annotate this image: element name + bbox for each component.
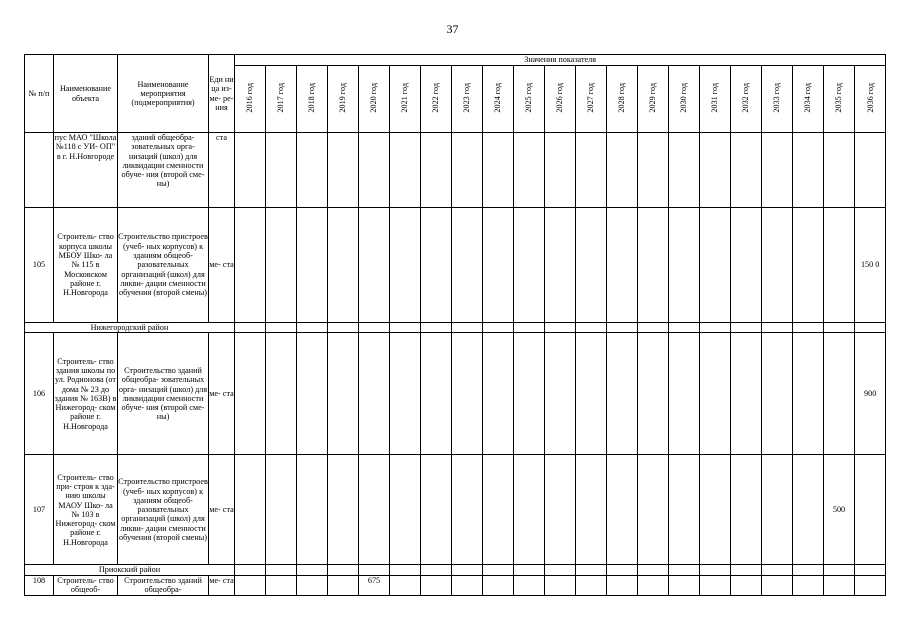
value-cell — [235, 455, 266, 565]
value-cell — [762, 565, 793, 575]
value-cell — [421, 133, 452, 208]
value-cell — [483, 565, 514, 575]
value-cell — [762, 133, 793, 208]
value-cell — [700, 333, 731, 455]
value-cell — [328, 323, 359, 333]
value-cell — [297, 208, 328, 323]
value-cell — [297, 455, 328, 565]
header-year — [359, 66, 390, 133]
value-cell — [514, 575, 545, 595]
district-label: Нижегородский район — [25, 323, 235, 333]
header-year-label: 2022 год — [431, 83, 441, 113]
header-year — [266, 66, 297, 133]
value-cell — [359, 565, 390, 575]
value-cell — [700, 323, 731, 333]
value-cell — [607, 333, 638, 455]
value-cell — [297, 333, 328, 455]
value-cell — [669, 565, 700, 575]
value-cell — [545, 208, 576, 323]
value-cell — [483, 133, 514, 208]
value-cell — [638, 333, 669, 455]
value-cell — [390, 133, 421, 208]
value-cell — [793, 333, 824, 455]
header-year — [297, 66, 328, 133]
value-cell — [328, 333, 359, 455]
row-event: Строительство зданий общеобра- — [118, 575, 209, 595]
district-row — [25, 565, 886, 575]
page-number: 37 — [446, 22, 459, 36]
value-cell — [793, 455, 824, 565]
value-cell — [545, 133, 576, 208]
value-cell — [576, 575, 607, 595]
value-cell — [483, 455, 514, 565]
header-year-label: 2027 год — [586, 83, 596, 113]
header-year — [855, 66, 886, 133]
value-cell — [545, 333, 576, 455]
row-event: Строительство зданий общеобра- зовательных орга- низаций (школ) для ликвидации сменности обуче- ния (второй сме- ны) — [118, 333, 209, 455]
value-cell — [514, 323, 545, 333]
value-cell — [824, 133, 855, 208]
value-cell — [607, 208, 638, 323]
value-cell — [483, 333, 514, 455]
header-year — [793, 66, 824, 133]
row-object: Строитель- ство здания школы по ул. Родионова (от дома № 23 до здания № 163В) в Нижегород- ском районе г. Н.Новгорода — [54, 333, 118, 455]
value-cell — [266, 455, 297, 565]
value-cell — [762, 208, 793, 323]
value-cell — [700, 133, 731, 208]
header-values-group: Значения показателя — [235, 55, 886, 66]
header-year — [545, 66, 576, 133]
value-cell — [452, 575, 483, 595]
header-year — [700, 66, 731, 133]
value-cell — [638, 575, 669, 595]
header-year-label: 2032 год — [741, 83, 751, 113]
value-cell — [855, 323, 886, 333]
value-cell — [855, 575, 886, 595]
header-year — [731, 66, 762, 133]
value-cell — [793, 575, 824, 595]
value-cell — [731, 565, 762, 575]
value-cell — [421, 323, 452, 333]
value-cell — [731, 333, 762, 455]
header-year-label: 2036 год — [865, 83, 875, 113]
value-cell — [297, 323, 328, 333]
value-cell — [824, 565, 855, 575]
value-cell — [855, 133, 886, 208]
value-cell: 150 0 — [855, 208, 886, 323]
value-cell — [762, 333, 793, 455]
row-num: 105 — [25, 208, 54, 323]
value-cell — [359, 333, 390, 455]
header-year — [607, 66, 638, 133]
value-cell — [669, 133, 700, 208]
row-object: Строитель- ство при- строя к зда- нию школы МАОУ Шко- ла № 103 в Нижегород- ском районе г. Н.Новгорода — [54, 455, 118, 565]
value-cell — [576, 208, 607, 323]
value-cell — [669, 333, 700, 455]
value-cell — [545, 565, 576, 575]
value-cell — [576, 565, 607, 575]
value-cell — [328, 208, 359, 323]
header-year — [483, 66, 514, 133]
value-cell — [328, 133, 359, 208]
value-cell — [793, 323, 824, 333]
value-cell — [359, 133, 390, 208]
value-cell — [514, 455, 545, 565]
value-cell — [731, 133, 762, 208]
header-year-label: 2026 год — [555, 83, 565, 113]
value-cell — [297, 565, 328, 575]
header-year — [390, 66, 421, 133]
value-cell — [452, 455, 483, 565]
header-year-label: 2030 год — [679, 83, 689, 113]
value-cell — [483, 323, 514, 333]
value-cell — [328, 455, 359, 565]
value-cell — [421, 333, 452, 455]
header-year-label: 2024 год — [493, 83, 503, 113]
value-cell — [576, 333, 607, 455]
value-cell — [266, 133, 297, 208]
value-cell — [638, 565, 669, 575]
value-cell — [452, 565, 483, 575]
value-cell — [669, 455, 700, 565]
value-cell — [545, 455, 576, 565]
row-unit: ме- ста — [209, 333, 235, 455]
header-year-label: 2020 год — [369, 83, 379, 113]
value-cell — [328, 565, 359, 575]
value-cell — [390, 333, 421, 455]
value-cell — [483, 208, 514, 323]
value-cell — [762, 455, 793, 565]
value-cell — [235, 208, 266, 323]
header-year — [762, 66, 793, 133]
value-cell — [731, 455, 762, 565]
value-cell — [514, 208, 545, 323]
value-cell — [266, 565, 297, 575]
header-year-label: 2018 год — [307, 83, 317, 113]
value-cell — [390, 575, 421, 595]
value-cell — [700, 565, 731, 575]
value-cell — [731, 575, 762, 595]
value-cell — [824, 575, 855, 595]
value-cell — [359, 208, 390, 323]
value-cell — [669, 323, 700, 333]
header-year — [514, 66, 545, 133]
value-cell — [390, 323, 421, 333]
value-cell — [638, 455, 669, 565]
value-cell: 675 — [359, 575, 390, 595]
value-cell — [266, 333, 297, 455]
value-cell — [731, 208, 762, 323]
value-cell — [514, 133, 545, 208]
header-year-label: 2025 год — [524, 83, 534, 113]
value-cell — [421, 565, 452, 575]
value-cell — [731, 323, 762, 333]
header-year-label: 2035 год — [834, 83, 844, 113]
value-cell — [855, 565, 886, 575]
value-cell — [297, 575, 328, 595]
value-cell — [607, 133, 638, 208]
value-cell — [638, 323, 669, 333]
row-unit: ме- ста — [209, 575, 235, 595]
header-year-label: 2029 год — [648, 83, 658, 113]
indicator-table — [24, 54, 886, 596]
row-event: Строительство пристроев (учеб- ных корпусов) к зданиям общеоб- разовательных организаций (школ) для ликви- дации сменности обучения (второй смены) — [118, 455, 209, 565]
value-cell — [235, 575, 266, 595]
row-num — [25, 133, 54, 208]
value-cell: 500 — [824, 455, 855, 565]
district-row — [25, 323, 886, 333]
value-cell — [297, 133, 328, 208]
row-unit: ста — [209, 133, 235, 208]
value-cell — [855, 455, 886, 565]
value-cell — [452, 208, 483, 323]
value-cell — [328, 575, 359, 595]
value-cell — [266, 575, 297, 595]
value-cell — [576, 133, 607, 208]
header-event: Наименование мероприятия (подмероприятия) — [118, 55, 209, 133]
row-unit: ме- ста — [209, 455, 235, 565]
row-object: пус МАО "Школа №118 с УИ- ОП" в г. Н.Новгороде — [54, 133, 118, 208]
value-cell — [669, 575, 700, 595]
value-cell — [421, 575, 452, 595]
value-cell — [359, 323, 390, 333]
value-cell — [638, 133, 669, 208]
value-cell — [483, 575, 514, 595]
header-year — [235, 66, 266, 133]
value-cell — [793, 565, 824, 575]
header-year — [669, 66, 700, 133]
table-row — [25, 455, 886, 565]
table-row — [25, 575, 886, 595]
value-cell — [421, 455, 452, 565]
table-row — [25, 133, 886, 208]
header-year-label: 2017 год — [276, 83, 286, 113]
value-cell — [359, 455, 390, 565]
value-cell — [607, 455, 638, 565]
value-cell — [824, 333, 855, 455]
value-cell — [700, 208, 731, 323]
value-cell — [390, 208, 421, 323]
value-cell — [421, 208, 452, 323]
value-cell — [762, 323, 793, 333]
value-cell — [452, 133, 483, 208]
value-cell — [452, 333, 483, 455]
header-year-label: 2023 год — [462, 83, 472, 113]
value-cell — [824, 208, 855, 323]
header-year — [421, 66, 452, 133]
header-year-label: 2034 год — [803, 83, 813, 113]
value-cell — [452, 323, 483, 333]
value-cell — [514, 565, 545, 575]
value-cell: 900 — [855, 333, 886, 455]
table-row — [25, 333, 886, 455]
header-year-label: 2019 год — [338, 83, 348, 113]
row-event: Строительство пристроев (учеб- ных корпусов) к зданиям общеоб- разовательных организаций (школ) для ликви- дации сменности обучения (второй смены) — [118, 208, 209, 323]
header-year — [824, 66, 855, 133]
row-num: 108 — [25, 575, 54, 595]
header-year-label: 2028 год — [617, 83, 627, 113]
value-cell — [514, 333, 545, 455]
header-num: № п/п — [25, 55, 54, 133]
header-year — [452, 66, 483, 133]
header-year — [576, 66, 607, 133]
row-unit: ме- ста — [209, 208, 235, 323]
value-cell — [700, 575, 731, 595]
table-row — [25, 208, 886, 323]
value-cell — [545, 575, 576, 595]
value-cell — [607, 575, 638, 595]
value-cell — [607, 565, 638, 575]
header-year-label: 2016 год — [245, 83, 255, 113]
row-object: Строитель- ство общеоб- — [54, 575, 118, 595]
value-cell — [762, 575, 793, 595]
value-cell — [576, 323, 607, 333]
value-cell — [700, 455, 731, 565]
row-object: Строитель- ство корпуса школы МБОУ Шко- ла № 115 в Московском районе г. Н.Новгорода — [54, 208, 118, 323]
header-unit: Еди ни ца из- ме- ре- ния — [209, 55, 235, 133]
value-cell — [266, 323, 297, 333]
value-cell — [545, 323, 576, 333]
value-cell — [576, 455, 607, 565]
value-cell — [824, 323, 855, 333]
value-cell — [390, 455, 421, 565]
value-cell — [266, 208, 297, 323]
value-cell — [669, 208, 700, 323]
value-cell — [793, 133, 824, 208]
value-cell — [235, 323, 266, 333]
row-event: зданий общеобра- зовательных орга- низаций (школ) для ликвидации сменности обуче- ния (второй сме- ны) — [118, 133, 209, 208]
value-cell — [638, 208, 669, 323]
value-cell — [793, 208, 824, 323]
header-year — [328, 66, 359, 133]
table-body — [25, 133, 886, 596]
district-label: Приокский район — [25, 565, 235, 575]
value-cell — [235, 333, 266, 455]
header-object: Наименование объекта — [54, 55, 118, 133]
value-cell — [607, 323, 638, 333]
header-year — [638, 66, 669, 133]
header-year-label: 2033 год — [772, 83, 782, 113]
value-cell — [235, 133, 266, 208]
header-year-label: 2021 год — [400, 83, 410, 113]
value-cell — [235, 565, 266, 575]
row-num: 106 — [25, 333, 54, 455]
header-year-label: 2031 год — [710, 83, 720, 113]
row-num: 107 — [25, 455, 54, 565]
value-cell — [390, 565, 421, 575]
